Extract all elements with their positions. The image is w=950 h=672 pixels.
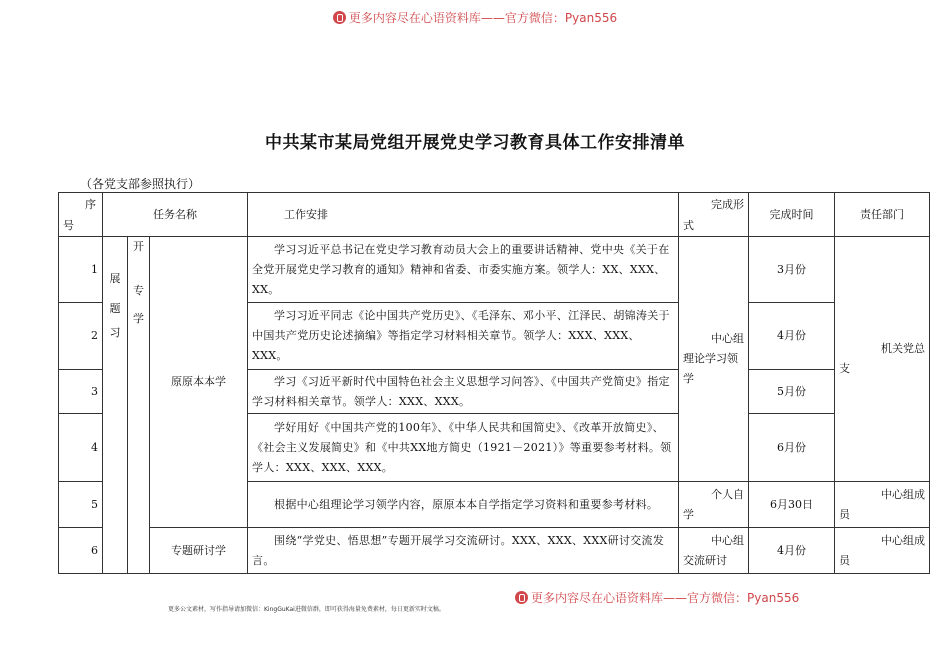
table-header-row [59,193,930,237]
row-number: 6 [59,528,103,574]
watermark-header [0,9,950,26]
task-self-study: 原原本本学 [150,237,248,528]
time-cell: 4月份 [749,303,835,370]
work-cell: 学习习近平同志《论中国共产党历史》、《毛泽东、邓小平、江泽民、胡锦涛关于中国共产党历史论述摘编》等指定学习材料相关章节。领学人：XXX、XXX、XXX。 [248,303,679,370]
row-number: 1 [59,237,103,303]
time-cell: 5月份 [749,370,835,414]
header-seq [59,193,103,237]
category-char: 习 [109,326,121,339]
document-note: （各党支部参照执行） [80,177,201,191]
table-row [59,237,930,303]
category-char: 题 [109,302,121,315]
form-line: 学 [683,507,695,521]
form-group-line: 中心组 [711,332,745,345]
dept-line: 中心组成 [881,533,926,547]
header-dept: 责任部门 [835,193,930,237]
watermark-footer [515,589,799,606]
watermark-logo-icon [333,11,346,24]
row-number: 5 [59,482,103,528]
time-cell: 4月份 [749,528,835,574]
header-work: 工作安排 [248,193,679,237]
work-cell: 根据中心组理论学习领学内容，原原本本自学指定学习资料和重要参考材料。 [248,482,679,528]
dept-cell [835,482,930,528]
watermark-text: 更多内容尽在心语资料库 [531,591,664,605]
time-cell: 6月30日 [749,482,835,528]
form-group-line: 理论学习领 [683,352,739,365]
category-char: 专 [133,284,144,297]
dept-line: 员 [839,507,851,521]
watermark-wechat-id: Pyan556 [747,591,800,605]
work-cell: 围绕“学党史、悟思想”专题开展学习交流研讨。XXX、XXX、XXX研讨交流发言。 [248,528,679,574]
task-seminar: 专题研讨学 [150,528,248,574]
header-form-top: 完成形 [711,198,745,211]
work-cell: 学习《习近平新时代中国特色社会主义思想学习问答》、《中国共产党简史》指定学习材料相关章节。领学人：XXX、XXX。 [248,370,679,414]
watermark-logo-icon [515,591,528,604]
dept-line: 中心组成 [881,487,926,501]
dept-cell [835,528,930,574]
dept-group-line: 支 [839,362,851,375]
header-task: 任务名称 [103,193,248,237]
work-cell: 学好用好《中国共产党的100年》、《中华人民共和国简史》、《改革开放简史》、《社会主义发展简史》和《中共XX地方简史（1921－2021）》等重要参考材料。领学人：XXX、XXX、XXX。 [248,414,679,482]
work-schedule-table [58,192,930,574]
header-form [679,193,749,237]
row-number: 3 [59,370,103,414]
row-number: 2 [59,303,103,370]
table-row [59,528,930,574]
time-cell: 6月份 [749,414,835,482]
form-cell [679,482,749,528]
form-line: 个人自 [711,487,745,501]
category-col-right [128,237,150,574]
form-line: 交流研讨 [683,553,728,567]
watermark-separator: —— [480,11,505,25]
document-title: 中共某市某局党组开展党史学习教育具体工作安排清单 [265,133,685,153]
header-time: 完成时间 [749,193,835,237]
dept-line: 员 [839,553,851,567]
category-char: 展 [109,272,121,285]
form-line: 中心组 [711,533,745,547]
dept-group-line: 机关党总 [881,342,926,355]
watermark-wechat-prefix: 官方微信： [504,11,565,25]
category-col-left [103,237,128,574]
category-char: 开 [133,240,144,253]
watermark-wechat-prefix: 官方微信： [687,591,748,605]
form-group-cell [679,237,749,482]
watermark-separator: —— [663,591,688,605]
footer-note: 更多公文素材，写作指导请加微信：KingGuKai进微信群，即可获得海量免费素材，每日更新实时文稿。 [168,606,445,613]
form-group-line: 学 [683,372,695,385]
header-form-bottom: 式 [683,219,695,232]
header-seq-bottom: 号 [63,219,74,232]
header-seq-top: 序 [85,198,96,211]
work-cell: 学习习近平总书记在党史学习教育动员大会上的重要讲话精神、党中央《关于在全党开展党史学习教育的通知》精神和省委、市委实施方案。领学人：XX、XXX、XX。 [248,237,679,303]
dept-group-cell [835,237,930,482]
category-char: 学 [133,312,144,325]
form-cell [679,528,749,574]
time-cell: 3月份 [749,237,835,303]
row-number: 4 [59,414,103,482]
watermark-text: 更多内容尽在心语资料库 [348,11,481,25]
watermark-wechat-id: Pyan556 [564,11,618,25]
